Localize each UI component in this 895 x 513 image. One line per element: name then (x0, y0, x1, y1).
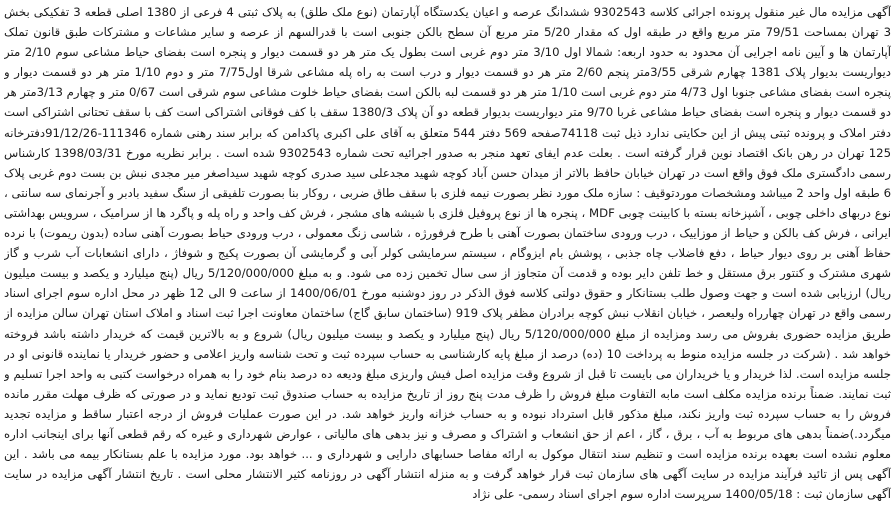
auction-notice-text: آگهی مزایده مال غیر منقول پرونده اجرائی کلاسه 9302543 ششدانگ عرصه و اعیان یکدستگاه آپارتمان (نوع ملک طلق) به پلاک ثبتی 4 فرعی از 1380 اصلی قطعه 3 تفکیکی بخش 3 تهران بمساحت 79/51 متر مربع واقع در طبقه اول که مقدار 5/20 متر مربع آن سطح بالکن جنوبی است با قدرالسهم از عرصه و سایر مشاعات و مشترکات طبق قانون تملک آپارتمان ها و آیین نامه اجرایی آن محدود به حدود اربعه: شمالا اول 3/10 متر دوم غربی است بطول یک متر هر دو قسمت دیوار و پنجره است بفضای حیاط مشاعی سوم 2/10 متر دیواریست بدیوار پلاک 1381 چهارم شرقی 3/55متر پنجم 2/60 متر هر دو قسمت دیوار و درب است به راه پله مشاعی شرقا اول7/75 متر و دوم 1/10 متر هر دو قسمت دیوار و پنجره است بفضای مشاعی جنوبا اول 4/73 متر دوم غربی است 1/10 متر هر دو قسمت لبه بالکن است بفضای حیاط خلوت مشاعی سوم شرقی است 0/67 متر و چهارم 3/13متر هر دو قسمت دیوار و پنجره است بفضای حیاط مشاعی غربا 9/70 متر دیواریست بدیوار قطعه دو آن پلاک 1380/3 سقف با کف فوقانی اشتراکی است کف با سقف تحتانی اشتراکی است دفتر املاک و پرونده ثبتی پیش از این حکایتی ندارد ذیل ثبت 74118صفحه 569 دفتر 544 متعلق به آقای علی اکبری پاکدامن که برابر سند رهنی شماره 111346-91/12/26دفترخانه 125 تهران در رهن بانک اقتصاد نوین قرار گرفته است . بعلت عدم ایفای تعهد منجر به صدور اجرائیه تحت شماره 9302543 شده است . برابر نظریه مورخ 1398/03/31 کارشناس رسمی دادگستری ملک فوق واقع است در تهران خیابان حافظ بالاتر از میدان حسن آباد کوچه شهید مجدعلی سید صدری کوچه شهید سیداصغر میر مجدی نبش بن بست دوم غربی پلاک 6 طبقه اول واحد 2 میباشد ومشخصات موردتوقیف : سازه ملک مورد نظر بصورت نیمه فلزی با سقف طاق ضربی ، روکار بنا بصورت تلفیقی از سنگ سفید بادبر و آجرنمای سه سانتی ، نوع دربهای داخلی چوبی ، آشپزخانه بسته با کابینت چوبی MDF ، پنجره ها از نوع پروفیل فلزی با شیشه های مشجر ، فرش کف واحد و راه پله و پاگرد ها از سرامیک ، سرویس بهداشتی ایرانی ، فرش کف بالکن و حیاط از موزاییک ، درب ورودی ساختمان بصورت آهنی با طرح فرفورژه ، شاسی زنگ معمولی ، درب ورودی حیاط بصورت آهنی ساده (بدون ریموت) با نرده حفاظ آهنی بر روی دیوار حیاط ، دفع فاضلاب چاه جذبی ، پوشش بام ایزوگام ، سیستم سرمایشی کولر آبی و گرمایشی آن بصورت پکیج و شوفاژ ، دارای انشعابات آب شرب و گاز شهری مشترک و کنتور برق مستقل و خط تلفن دایر بوده و قدمت آن متجاوز از سی سال تخمین زده می شود. و به مبلغ 5/120/000/000 ریال (پنج میلیارد و یکصد و بیست میلیون ریال) ارزیابی شده است و جهت وصول طلب بستانکار و حقوق دولتی کلاسه فوق الذکر در روز دوشنبه مورخ 1400/06/01 از ساعت 9 الی 12 ظهر در محل اداره سوم اجرای اسناد رسمی واقع در تهران چهارراه ولیعصر ، خیابان انقلاب نبش کوچه برادران مظفر پلاک 919 (ساختمان سابق گاج) ساختمان معاونت اجرا ثبت اسناد و املاک استان تهران سالن مزایده از طریق مزایده حضوری بفروش می رسد ومزایده از مبلغ 5/120/000/000 ریال (پنج میلیارد و یکصد و بیست میلیون ریال) شروع و به بالاترین قیمت که خریدار داشته باشد فروخته خواهد شد . (شرکت در جلسه مزایده منوط به پرداخت 10 (ده) درصد از مبلغ پایه کارشناسی به حساب سپرده ثبت و تحت شناسه واریز اعلامی و حضور خریدار یا نماینده قانونی او در جلسه مزایده است. لذا خریدار و یا خریداران می بایست تا قبل از شروع وقت مزایده اصل فیش واریزی مبلغ ودیعه ده درصد بنام خود را به همراه درخواست کتبی به واحد اجرا تسلیم و ثبت نمایند. ضمناً برنده مزایده مکلف است مابه التفاوت مبلغ فروش را ظرف مدت پنج روز از تاریخ مزایده به حساب صندوق ثبت تودیع نماید و در صورتی که ظرف مهلت مقرر مانده فروش را به حساب سپرده ثبت واریز نکند، مبلغ مذکور قابل استرداد نبوده و به حساب خزانه واریز خواهد شد. در این صورت عملیات فروش از درجه اعتبار ساقط و مزایده تجدید میگردد.)ضمناً بدهی های مربوط به آب ، برق ، گاز ، اعم از حق انشعاب و اشتراک و مصرف و نیز بدهی های مالیاتی ، عوارض شهرداری و غیره که رقم قطعی آنها برای اینجانب اداره معلوم نشده است بعهده برنده مزایده است و تنظیم سند انتقال موکول به ارائه مفاصا حسابهای دارایی و شهرداری و ... خواهد بود. مورد مزایده با علم بستانکار بیمه می باشد . این آگهی پس از تائید فرآیند مزایده در سایت آگهی های سازمان ثبت قرار خواهد گرفت و به منزله انتشار آگهی در روزنامه کثیر الانتشار محلی است . تاریخ انتشار آگهی مزایده در سایت آگهی سازمان ثبت : 1400/05/18 سرپرست اداره سوم اجرای اسناد رسمی- علی نژاد (4, 5, 891, 502)
notice-page (4, 2, 891, 509)
